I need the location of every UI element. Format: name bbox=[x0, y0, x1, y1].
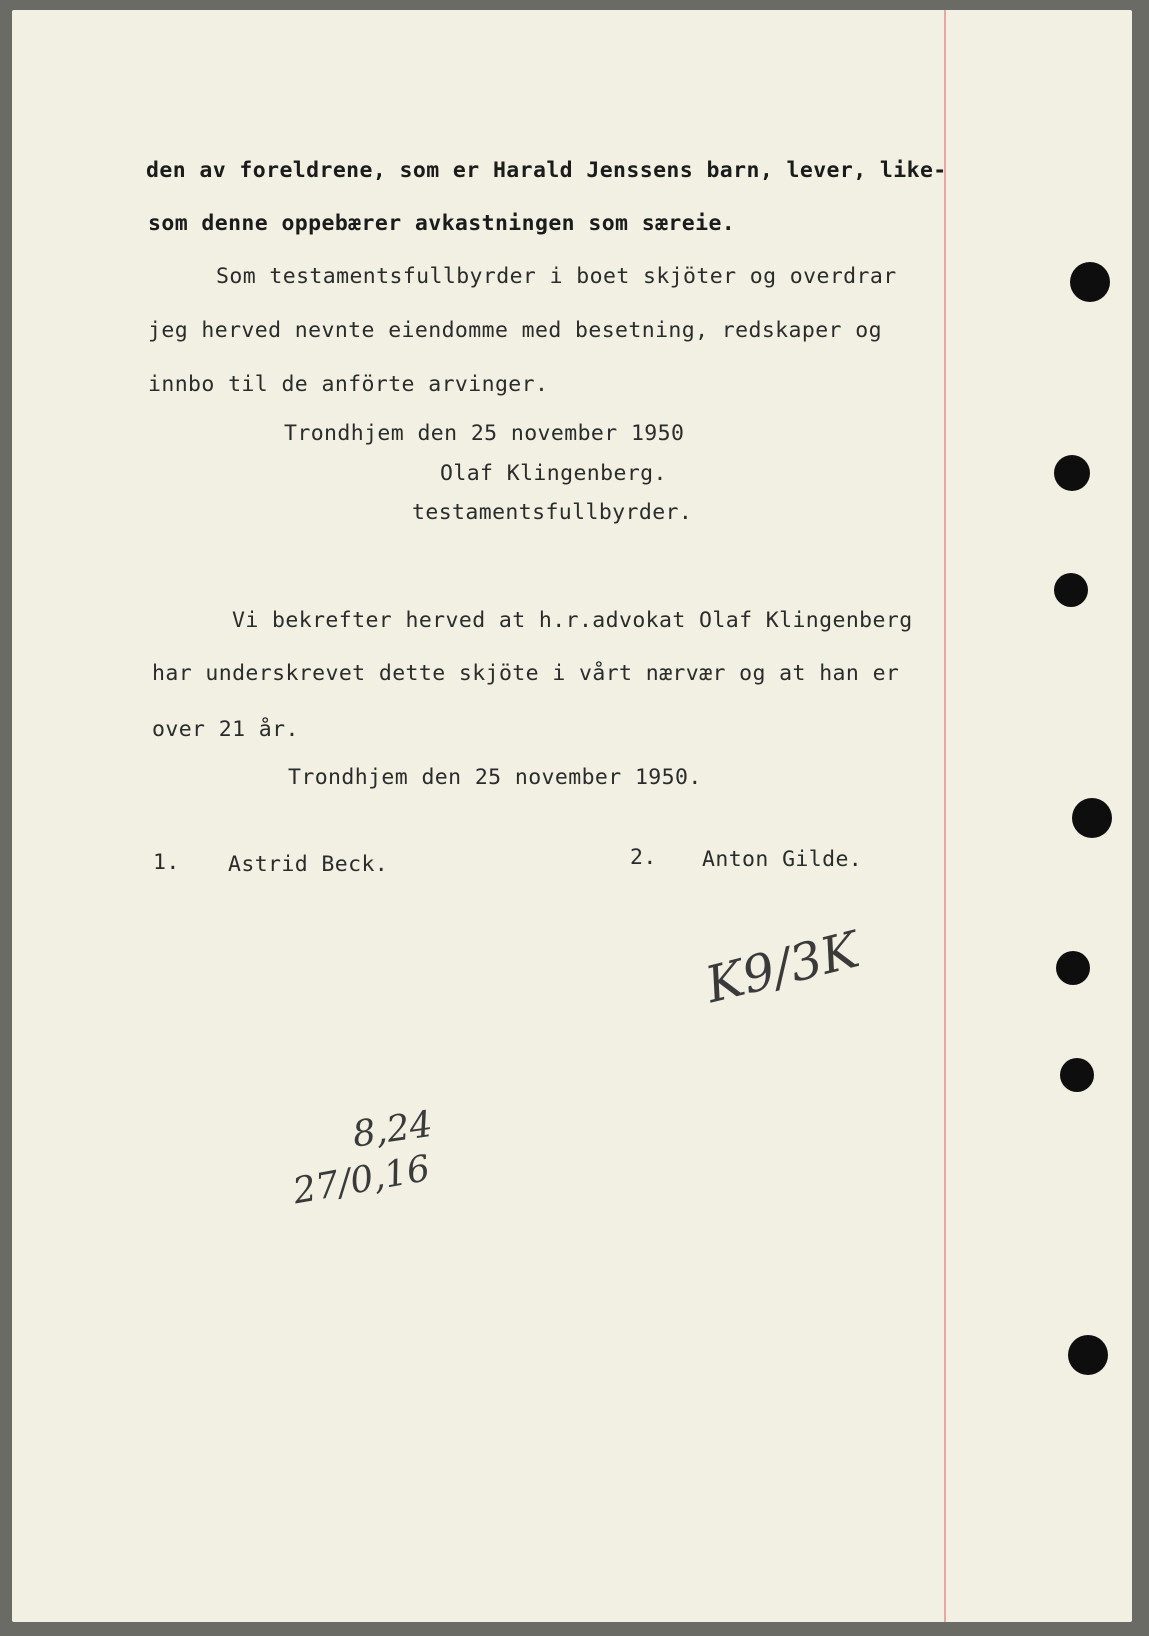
handwritten-note-line2: 27/0,16 bbox=[290, 1148, 434, 1213]
punch-hole bbox=[1068, 1335, 1108, 1375]
punch-hole bbox=[1072, 798, 1112, 838]
paragraph3-line3: over 21 år. bbox=[152, 717, 299, 742]
handwritten-note-line1: 8,24 bbox=[350, 1103, 436, 1156]
handwritten-initials: K9/3K bbox=[700, 920, 865, 1015]
paragraph1-line2: som denne oppebærer avkastningen som særeie. bbox=[148, 211, 736, 236]
paragraph2-line1: Som testamentsfullbyrder i boet skjöter og overdrar bbox=[216, 264, 897, 289]
witness-1-number: 1. bbox=[153, 850, 180, 875]
paragraph1-line1: den av foreldrene, som er Harald Jenssens barn, lever, like- bbox=[146, 158, 947, 183]
paragraph2-line2: jeg herved nevnte eiendomme med besetning, redskaper og bbox=[148, 318, 882, 343]
punch-hole bbox=[1054, 455, 1090, 491]
witness-1-name: Astrid Beck. bbox=[228, 852, 389, 877]
date-line-1: Trondhjem den 25 november 1950 bbox=[284, 421, 685, 446]
margin-rule bbox=[944, 10, 946, 1622]
punch-hole bbox=[1060, 1058, 1094, 1092]
punch-hole bbox=[1070, 262, 1110, 302]
witness-2-name: Anton Gilde. bbox=[702, 847, 863, 872]
punch-hole bbox=[1056, 951, 1090, 985]
witness-2-number: 2. bbox=[630, 845, 657, 870]
document-page bbox=[12, 10, 1132, 1622]
paragraph3-line1: Vi bekrefter herved at h.r.advokat Olaf Klingenberg bbox=[232, 608, 913, 633]
signer-title: testamentsfullbyrder. bbox=[412, 500, 693, 525]
date-line-2: Trondhjem den 25 november 1950. bbox=[288, 765, 702, 790]
paragraph3-line2: har underskrevet dette skjöte i vårt nærvær og at han er bbox=[152, 661, 900, 686]
punch-hole bbox=[1054, 573, 1088, 607]
signer-name: Olaf Klingenberg. bbox=[440, 461, 667, 486]
paragraph2-line3: innbo til de anförte arvinger. bbox=[148, 372, 549, 397]
